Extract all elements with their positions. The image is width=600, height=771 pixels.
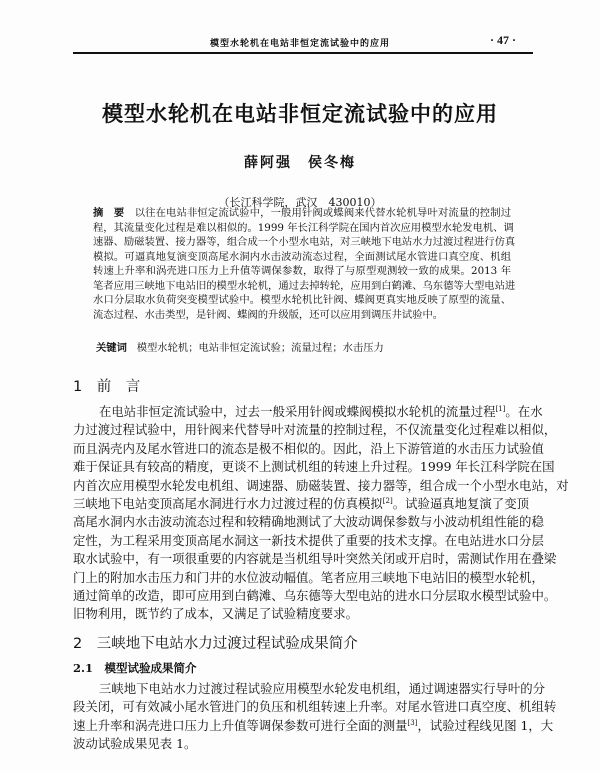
body-line: 内首次应用模型水轮发电机组、调速器、励磁装置、接力器等，组合成一个小型水电站，对 (73, 477, 569, 493)
section-1-heading: 1 前 言 (73, 379, 141, 395)
running-header: 模型水轮机在电站非恒定流试验中的应用 (210, 39, 391, 49)
body-line: 力过渡过程试验中，用针阀来代替导叶对流量的控制过程，不仅流量变化过程难以相似， (73, 422, 557, 438)
abstract-line: 转速上升率和涡壳进口压力上升值等调保参数，取得了与原型观测较一致的成果。2013 年 (93, 265, 511, 277)
section-2-body (73, 680, 557, 754)
citation: [3] (407, 718, 418, 727)
affiliation: （长江科学院，武汉 430010） (218, 196, 382, 209)
abstract-line: 流态过程、水击类型，是针阀、蝶阀的升级版，还可以应用到调压井试验中。 (93, 308, 444, 321)
section-1-body (73, 403, 569, 624)
abstract-line: 笔者应用三峡地下电站旧的模型水轮机，通过去掉转轮，应用到白鹤滩、乌东德等大型电站进 (93, 279, 516, 292)
abstract-line: 程，其流量变化过程是难以相似的。1999 年长江科学院在国内首次应用模型水轮发电机、调 (93, 221, 514, 234)
body-text: 。试验逼真地复演了变顶 (392, 496, 529, 512)
abstract (93, 206, 516, 322)
body-line: 门上的附加水击压力和门井的水位波动幅值。笔者应用三峡地下电站旧的模型水轮机， (73, 569, 544, 585)
body-line: 定性，为工程采用变顶高尾水洞这一新技术提供了重要的技术支撑。在电站进水口分层 (73, 532, 544, 548)
authors: 薛阿强 侯冬梅 (244, 155, 356, 171)
citation: [1] (495, 404, 506, 413)
body-text: ，试验过程线见图 1，大 (417, 717, 554, 733)
body-line: 波动试验成果见表 1。 (73, 736, 197, 752)
paper-title: 模型水轮机在电站非恒定流试验中的应用 (102, 102, 498, 126)
citation: [2] (382, 496, 393, 505)
header-rule (73, 52, 533, 54)
keywords-label: 关键词 (96, 342, 127, 354)
body-line: 三峡地下电站水力过渡过程试验应用模型水轮发电机组，通过调速器实行导叶的分 (99, 681, 546, 696)
body-line: 而且涡壳内及尾水管进口的流态是极不相似的。因此，沿上下游管道的水击压力试验值 (73, 440, 544, 456)
section-2-heading: 2 三峡地下电站水力过渡过程试验成果简介 (73, 636, 358, 652)
body-line: 速上升率和涡壳进口压力上升值等调保参数可进行全面的测量 (73, 717, 408, 733)
abstract-label: 摘 要 (93, 207, 125, 219)
abstract-line: 速器、励磁装置、接力器等，组合成一个小型水电站，对三峡地下电站水力过渡过程进行仿真 (93, 236, 516, 248)
body-line: 取水试验中，有一项很重要的内容就是当机组导叶突然关闭或开启时，需测试作用在叠梁 (73, 551, 557, 567)
abstract-line: 水口分层取水负荷突变模型试验中。模型水轮机比针阀、蝶阀更真实地反映了原型的流量、 (93, 294, 511, 306)
body-line: 段关闭，可有效减小尾水管进门的负压和机组转速上升率。对尾水管进口真空度、机组转 (73, 699, 557, 715)
body-text: 。在水 (505, 404, 543, 419)
body-line: 在电站非恒定流试验中，过去一般采用针阀或蝶阀模拟水轮机的流量过程 (99, 404, 496, 419)
body-line: 三峡地下电站变顶高尾水洞进行水力过渡过程的仿真模拟 (73, 496, 383, 512)
body-line: 旧物利用，既节约了成本，又满足了试验精度要求。 (73, 606, 358, 622)
keywords-text: 模型水轮机；电站非恒定流试验；流量过程；水击压力 (136, 342, 384, 354)
body-line: 高尾水洞内水击波动流态过程和较精确地测试了大波动调保参数与小波动机组性能的稳 (73, 514, 544, 530)
subsection-2-1-heading: 2.1 模型试验成果简介 (73, 661, 197, 675)
body-line: 通过简单的改造，即可应用到白鹤滩、乌东德等大型电站的进水口分层取水模型试验中。 (73, 588, 557, 604)
page-number: · 47 · (490, 33, 517, 47)
abstract-line: 以往在电站非恒定流试验中，一般用针阀或蝶阀来代替水轮机导叶对流量的控制过 (134, 207, 512, 219)
abstract-line: 模拟。可逼真地复演变顶高尾水洞内水击波动流态过程，全面测试尾水管进口真空度、机组 (93, 250, 511, 263)
keywords (96, 339, 384, 354)
body-line: 难于保证具有较高的精度，更谈不上测试机组的转速上升过程。1999 年长江科学院在国 (73, 459, 555, 475)
